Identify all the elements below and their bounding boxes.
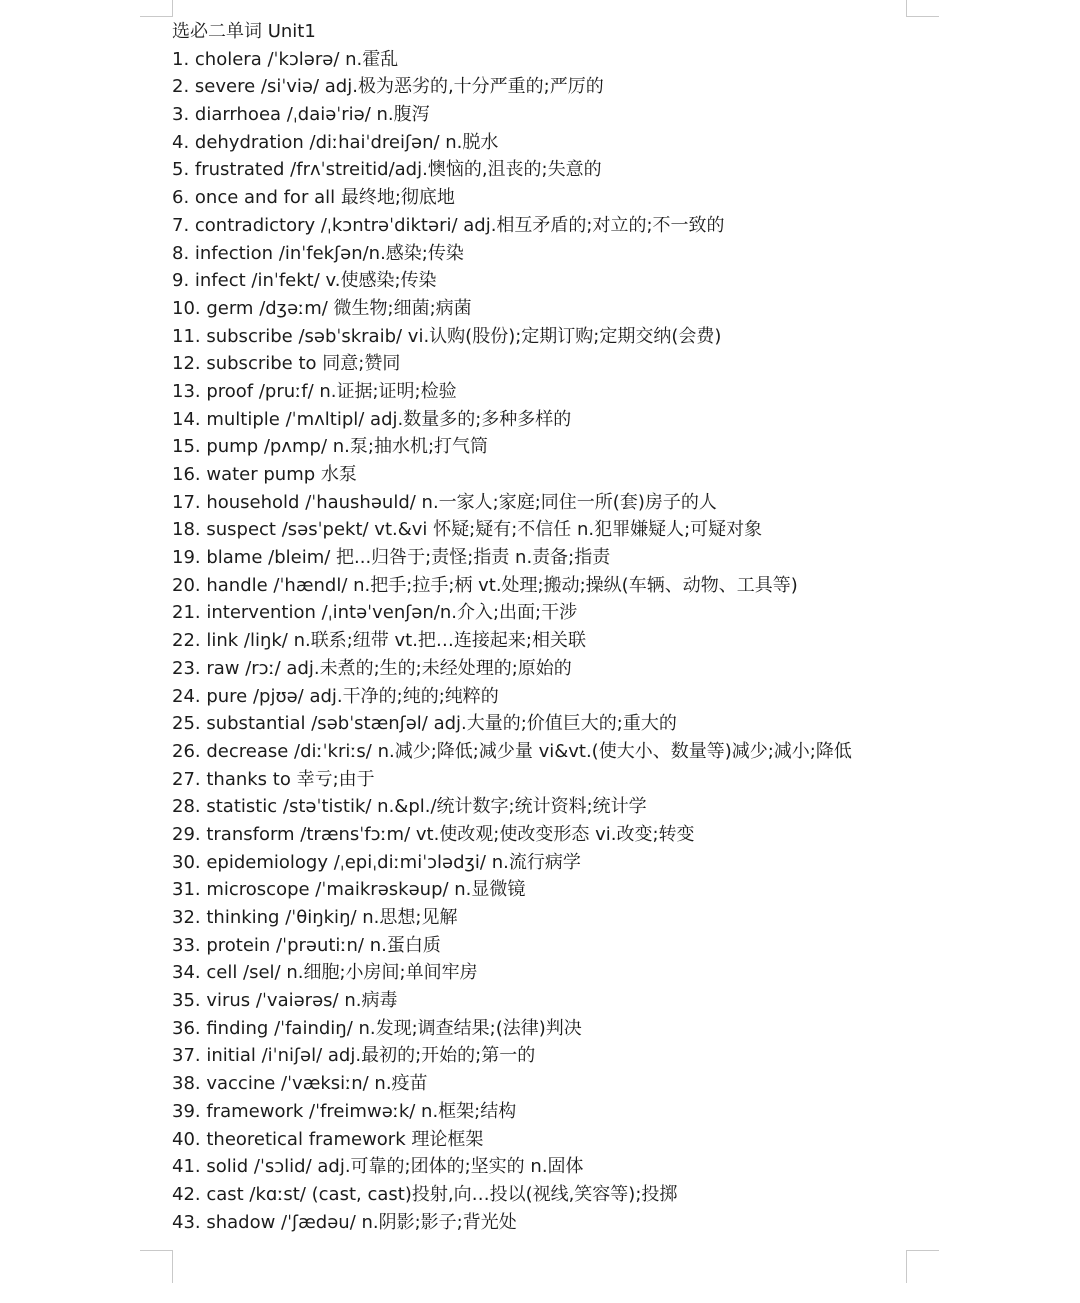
vocabulary-entry: 4. dehydration /diːhaiˈdreiʃən/ n.脱水: [172, 131, 499, 153]
vocabulary-entry: 7. contradictory /ˌkɔntrəˈdiktəri/ adj.相互矛盾的;对立的;不一致的: [172, 214, 725, 236]
vocabulary-entry: 10. germ /dʒəːm/ 微生物;细菌;病菌: [172, 297, 472, 319]
vocabulary-entry: 18. suspect /səsˈpekt/ vt.&vi 怀疑;疑有;不信任 n.犯罪嫌疑人;可疑对象: [172, 519, 763, 541]
document-body: [172, 18, 1052, 1236]
vocabulary-entry: 14. multiple /ˈmʌltipl/ adj.数量多的;多种多样的: [172, 408, 572, 430]
vocabulary-entry: 8. infection /inˈfekʃən/n.感染;传染: [172, 242, 464, 264]
vocabulary-entry: 38. vaccine /ˈvæksiːn/ n.疫苗: [172, 1073, 428, 1095]
vocabulary-entry: 12. subscribe to 同意;赞同: [172, 353, 401, 375]
vocabulary-entry: 33. protein /ˈprəutiːn/ n.蛋白质: [172, 934, 441, 956]
vocabulary-entry: 35. virus /ˈvaiərəs/ n.病毒: [172, 990, 398, 1012]
vocabulary-entry: 25. substantial /səbˈstænʃəl/ adj.大量的;价值巨大的;重大的: [172, 713, 677, 735]
vocabulary-entry: 26. decrease /diːˈkriːs/ n.减少;降低;减少量 vi&vt.(使大小、数量等)减少;减小;降低: [172, 740, 852, 762]
vocabulary-entry: 23. raw /rɔː/ adj.未煮的;生的;未经处理的;原始的: [172, 657, 572, 679]
vocabulary-entry: 13. proof /pruːf/ n.证据;证明;检验: [172, 380, 457, 402]
vocabulary-entry: 11. subscribe /səbˈskraib/ vi.认购(股份);定期订购;定期交纳(会费): [172, 325, 722, 347]
vocabulary-entry: 41. solid /ˈsɔlid/ adj.可靠的;团体的;坚实的 n.固体: [172, 1156, 584, 1178]
vocabulary-entry: 42. cast /kɑːst/ (cast, cast)投射,向…投以(视线,笑容等);投掷: [172, 1183, 678, 1205]
vocabulary-entry: 43. shadow /ˈʃædəu/ n.阴影;影子;背光处: [172, 1211, 517, 1233]
vocabulary-entry: 27. thanks to 幸亏;由于: [172, 768, 375, 790]
vocabulary-list: [172, 46, 1052, 1237]
vocabulary-entry: 15. pump /pʌmp/ n.泵;抽水机;打气筒: [172, 436, 489, 458]
page-corner-mark-bottom-right: [906, 1250, 939, 1283]
vocabulary-entry: 20. handle /ˈhændl/ n.把手;拉手;柄 vt.处理;搬动;操纵(车辆、动物、工具等): [172, 574, 798, 596]
vocabulary-entry: 2. severe /siˈviə/ adj.极为恶劣的,十分严重的;严厉的: [172, 76, 604, 98]
vocabulary-entry: 29. transform /trænsˈfɔːm/ vt.使改观;使改变形态 vi.改变;转变: [172, 823, 695, 845]
vocabulary-entry: 3. diarrhoea /ˌdaiəˈriə/ n.腹泻: [172, 104, 430, 126]
vocabulary-entry: 34. cell /sel/ n.细胞;小房间;单间牢房: [172, 962, 478, 984]
vocabulary-entry: 32. thinking /ˈθiŋkiŋ/ n.思想;见解: [172, 907, 458, 928]
vocabulary-entry: 17. household /ˈhaushəuld/ n.一家人;家庭;同住一所(套)房子的人: [172, 491, 717, 513]
vocabulary-entry: 28. statistic /stəˈtistik/ n.&pl./统计数字;统计资料;统计学: [172, 796, 647, 818]
vocabulary-entry: 19. blame /bleim/ 把...归咎于;责怪;指责 n.责备;指责: [172, 547, 611, 569]
vocabulary-entry: 22. link /liŋk/ n.联系;纽带 vt.把…连接起来;相关联: [172, 630, 586, 652]
vocabulary-entry: 37. initial /iˈniʃəl/ adj.最初的;开始的;第一的: [172, 1045, 536, 1067]
vocabulary-entry: 39. framework /ˈfreimwəːk/ n.框架;结构: [172, 1100, 517, 1122]
vocabulary-entry: 31. microscope /ˈmaikrəskəup/ n.显微镜: [172, 879, 526, 901]
vocabulary-entry: 6. once and for all 最终地;彻底地: [172, 187, 455, 209]
document-title: 选必二单词 Unit1: [172, 21, 316, 42]
page-corner-mark-top-left: [140, 0, 173, 17]
vocabulary-entry: 36. finding /ˈfaindiŋ/ n.发现;调查结果;(法律)判决: [172, 1017, 582, 1039]
vocabulary-entry: 9. infect /inˈfekt/ v.使感染;传染: [172, 270, 437, 292]
vocabulary-entry: 1. cholera /ˈkɔlərə/ n.霍乱: [172, 48, 399, 70]
page-corner-mark-top-right: [906, 0, 939, 17]
vocabulary-entry: 16. water pump 水泵: [172, 464, 357, 485]
vocabulary-entry: 24. pure /pjʊə/ adj.干净的;纯的;纯粹的: [172, 685, 499, 707]
vocabulary-entry: 21. intervention /ˌintəˈvenʃən/n.介入;出面;干涉: [172, 602, 578, 624]
vocabulary-entry: 5. frustrated /frʌˈstreitid/adj.懊恼的,沮丧的;失意的: [172, 159, 602, 181]
vocabulary-entry: 40. theoretical framework 理论框架: [172, 1128, 484, 1150]
page-corner-mark-bottom-left: [140, 1250, 173, 1283]
vocabulary-entry: 30. epidemiology /ˌepiˌdiːmiˈɔlədʒi/ n.流行病学: [172, 851, 581, 873]
